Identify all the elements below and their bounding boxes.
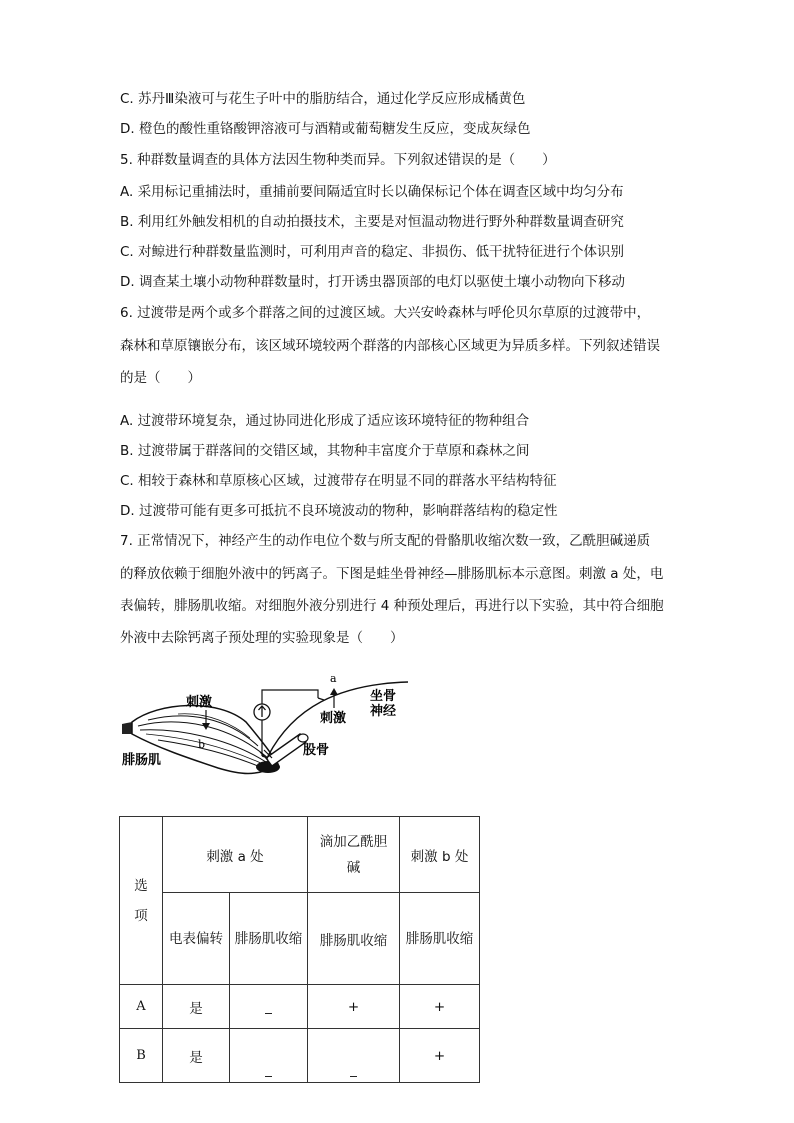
header-stim-b: 刺激 b 处 xyxy=(400,817,480,893)
galvanometer-icon xyxy=(254,704,270,720)
question-7-stem-line2: 的释放依赖于细胞外液中的钙离子。下图是蛙坐骨神经—腓肠肌标本示意图。刺激 a 处，电 xyxy=(120,566,664,582)
question-6-stem-line3: 的是（ ） xyxy=(120,370,201,386)
question-6-stem-line2: 森林和草原镶嵌分布，该区域环境较两个群落的内部核心区域更为异质多样。下列叙述错误 xyxy=(120,338,660,354)
row-contract-a: _ xyxy=(230,1029,308,1083)
header-ach: 滴加乙酰胆碱 xyxy=(308,817,400,893)
question-5-stem: 5. 种群数量调查的具体方法因生物种类而异。下列叙述错误的是（ ） xyxy=(120,152,556,168)
option-d-q6: D. 过渡带可能有更多可抵抗不良环境波动的物种，影响群落结构的稳定性 xyxy=(120,503,558,519)
subheader-meter: 电表偏转 xyxy=(163,893,230,985)
question-6-stem-line1: 6. 过渡带是两个或多个群落之间的过渡区域。大兴安岭森林与呼伦贝尔草原的过渡带中， xyxy=(120,305,651,321)
label-femur: 股骨 xyxy=(303,743,330,758)
option-c-q4: C. 苏丹Ⅲ染液可与花生子叶中的脂肪结合，通过化学反应形成橘黄色 xyxy=(120,91,526,107)
option-d-q4: D. 橙色的酸性重铬酸钾溶液可与酒精或葡萄糖发生反应，变成灰绿色 xyxy=(120,121,531,137)
label-stimulus-left: 刺激 xyxy=(186,695,213,710)
label-stimulus-right: 刺激 xyxy=(320,711,347,726)
stimulus-arrow-a xyxy=(330,688,338,708)
label-sciatic-line2: 神经 xyxy=(370,704,397,719)
option-a-q5: A. 采用标记重捕法时，重捕前要间隔适宜时长以确保标记个体在调查区域中均匀分布 xyxy=(120,184,624,200)
row-contract-b: + xyxy=(400,1029,480,1083)
option-a-q6: A. 过渡带环境复杂，通过协同进化形成了适应该环境特征的物种组合 xyxy=(120,413,530,429)
question-7-stem-line1: 7. 正常情况下，神经产生的动作电位个数与所支配的骨骼肌收缩次数一致，乙酰胆碱递质 xyxy=(120,533,651,549)
label-a: a xyxy=(330,672,337,685)
row-meter: 是 xyxy=(163,985,230,1029)
question-7-stem-line4: 外液中去除钙离子预处理的实验现象是（ ） xyxy=(120,630,404,646)
option-c-q6: C. 相较于森林和草原核心区域，过渡带存在明显不同的群落水平结构特征 xyxy=(120,473,557,489)
row-option: A xyxy=(120,985,163,1029)
row-option: B xyxy=(120,1029,163,1083)
option-c-q5: C. 对鲸进行种群数量监测时，可利用声音的稳定、非损伤、低干扰特征进行个体识别 xyxy=(120,244,625,260)
option-d-q5: D. 调查某土壤小动物种群数量时，打开诱虫器顶部的电灯以驱使土壤小动物向下移动 xyxy=(120,274,625,290)
subheader-contract-b: 腓肠肌收缩 xyxy=(400,893,480,985)
subheader-contract-a: 腓肠肌收缩 xyxy=(230,893,308,985)
subheader-contract-ach: 腓肠肌收缩 xyxy=(308,893,400,985)
label-b: b xyxy=(198,738,206,751)
header-option: 选项 xyxy=(120,817,163,985)
row-meter: 是 xyxy=(163,1029,230,1083)
option-b-q6: B. 过渡带属于群落间的交错区域，其物种丰富度介于草原和森林之间 xyxy=(120,443,530,459)
label-sciatic-line1: 坐骨 xyxy=(370,689,397,704)
header-stim-a: 刺激 a 处 xyxy=(163,817,308,893)
frog-nerve-muscle-diagram xyxy=(118,668,418,788)
question-7-stem-line3: 表偏转，腓肠肌收缩。对细胞外液分别进行 4 种预处理后，再进行以下实验，其中符合细胞 xyxy=(120,598,664,614)
results-table xyxy=(119,816,480,1083)
table-row xyxy=(120,1029,480,1083)
label-gastrocnemius: 腓肠肌 xyxy=(122,753,162,768)
option-b-q5: B. 利用红外触发相机的自动拍摄技术，主要是对恒温动物进行野外种群数量调查研究 xyxy=(120,214,624,230)
row-contract-a: _ xyxy=(230,985,308,1029)
row-contract-b: + xyxy=(400,985,480,1029)
table-row xyxy=(120,985,480,1029)
row-ach: + xyxy=(308,985,400,1029)
row-ach: _ xyxy=(308,1029,400,1083)
